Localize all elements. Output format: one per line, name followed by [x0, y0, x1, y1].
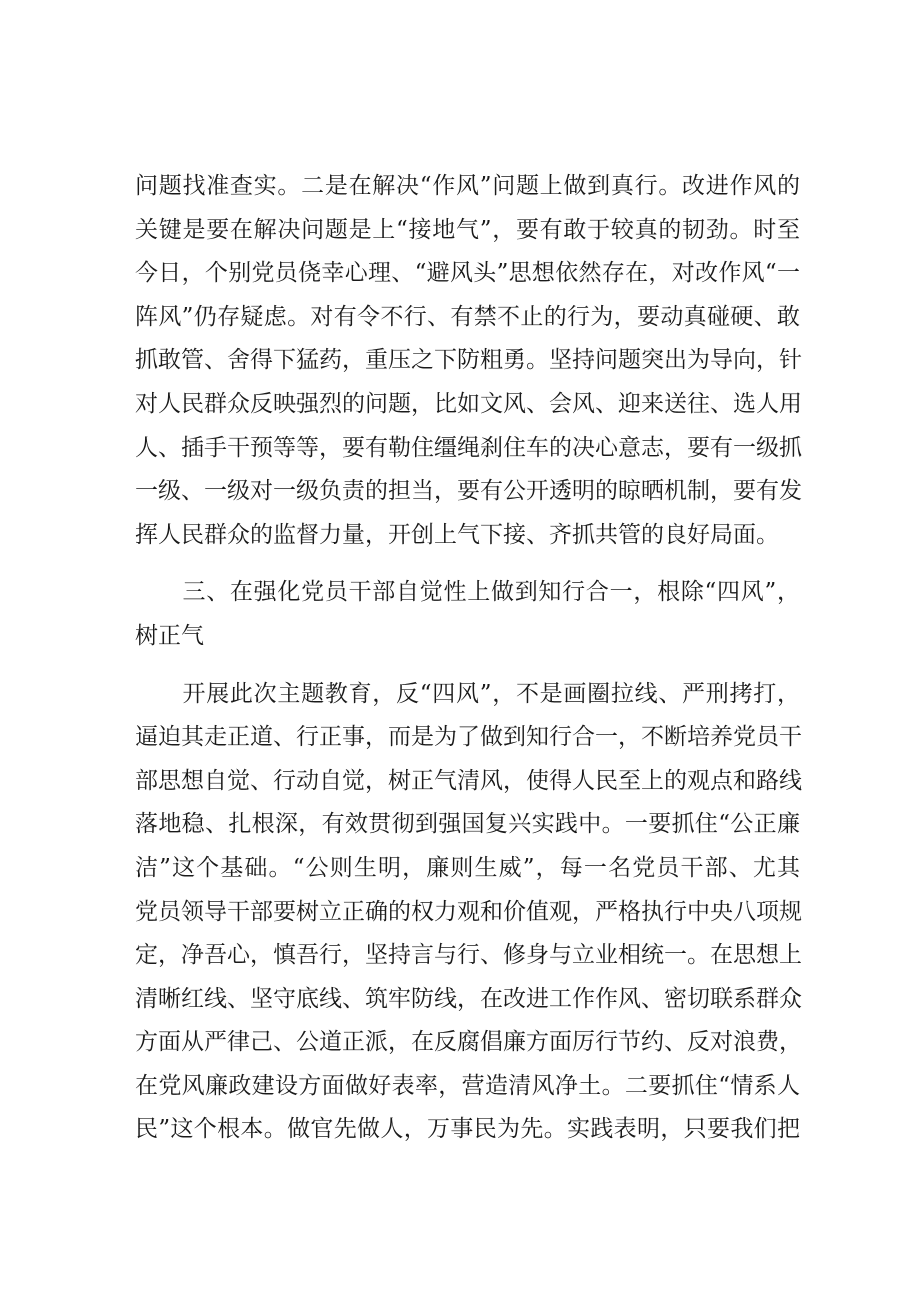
- text-line: 党员领导干部要树立正确的权力观和价值观，严格执行中央八项规: [135, 898, 802, 925]
- text-line: 一级、一级对一级负责的担当，要有公开透明的晾晒机制，要有发: [135, 478, 802, 505]
- text-line: 部思想自觉、行动自觉，树正气清风，使得人民至上的观点和路线: [135, 767, 802, 794]
- text-line: 今日，个别党员侥幸心理、“避风头”思想依然存在，对改作风“一: [135, 260, 800, 287]
- document-body: [135, 165, 800, 1152]
- text-line: 在党风廉政建设方面做好表率，营造清风净土。二要抓住“情系人: [135, 1072, 800, 1099]
- paragraph-1: [135, 165, 800, 557]
- text-line: 落地稳、扎根深，有效贯彻到强国复兴实践中。一要抓住“公正廉: [135, 811, 800, 838]
- text-line: 对人民群众反映强烈的问题，比如文风、会风、迎来送往、选人用: [135, 390, 802, 417]
- text-line: 洁”这个基础。“公则生明，廉则生威”，每一名党员干部、尤其: [135, 854, 800, 881]
- text-line: 抓敢管、舍得下猛药，重压之下防粗勇。坚持问题突出为导向，针: [135, 347, 802, 374]
- section-heading: [135, 571, 800, 658]
- text-line: 阵风”仍存疑虑。对有令不行、有禁不止的行为，要动真碰硬、敢: [135, 303, 800, 330]
- text-line: 开展此次主题教育，反“四风”，不是画圈拉线、严刑拷打，: [135, 680, 800, 707]
- heading-line: 三、在强化党员干部自觉性上做到知行合一，根除“四风”，: [135, 579, 800, 606]
- text-line: 问题找准查实。二是在解决“作风”问题上做到真行。改进作风的: [135, 173, 800, 199]
- heading-line: 树正气: [135, 622, 204, 649]
- text-line: 方面从严律己、公道正派，在反腐倡廉方面厉行节约、反对浪费，: [135, 1029, 802, 1056]
- text-line: 关键是要在解决问题是上“接地气”，要有敢于较真的韧劲。时至: [135, 216, 800, 243]
- text-line: 定，净吾心，慎吾行，坚持言与行、修身与立业相统一。在思想上: [135, 942, 802, 969]
- paragraph-2: [135, 673, 800, 1153]
- text-line: 清晰红线、坚守底线、筑牢防线，在改进工作作风、密切联系群众: [135, 985, 802, 1012]
- text-line: 逼迫其走正道、行正事，而是为了做到知行合一，不断培养党员干: [135, 724, 802, 751]
- text-line: 民”这个根本。做官先做人，万事民为先。实践表明，只要我们把: [135, 1116, 800, 1143]
- text-line: 人、插手干预等等，要有勒住缰绳刹住车的决心意志，要有一级抓: [135, 434, 802, 461]
- text-line: 挥人民群众的监督力量，开创上气下接、齐抓共管的良好局面。: [135, 521, 779, 548]
